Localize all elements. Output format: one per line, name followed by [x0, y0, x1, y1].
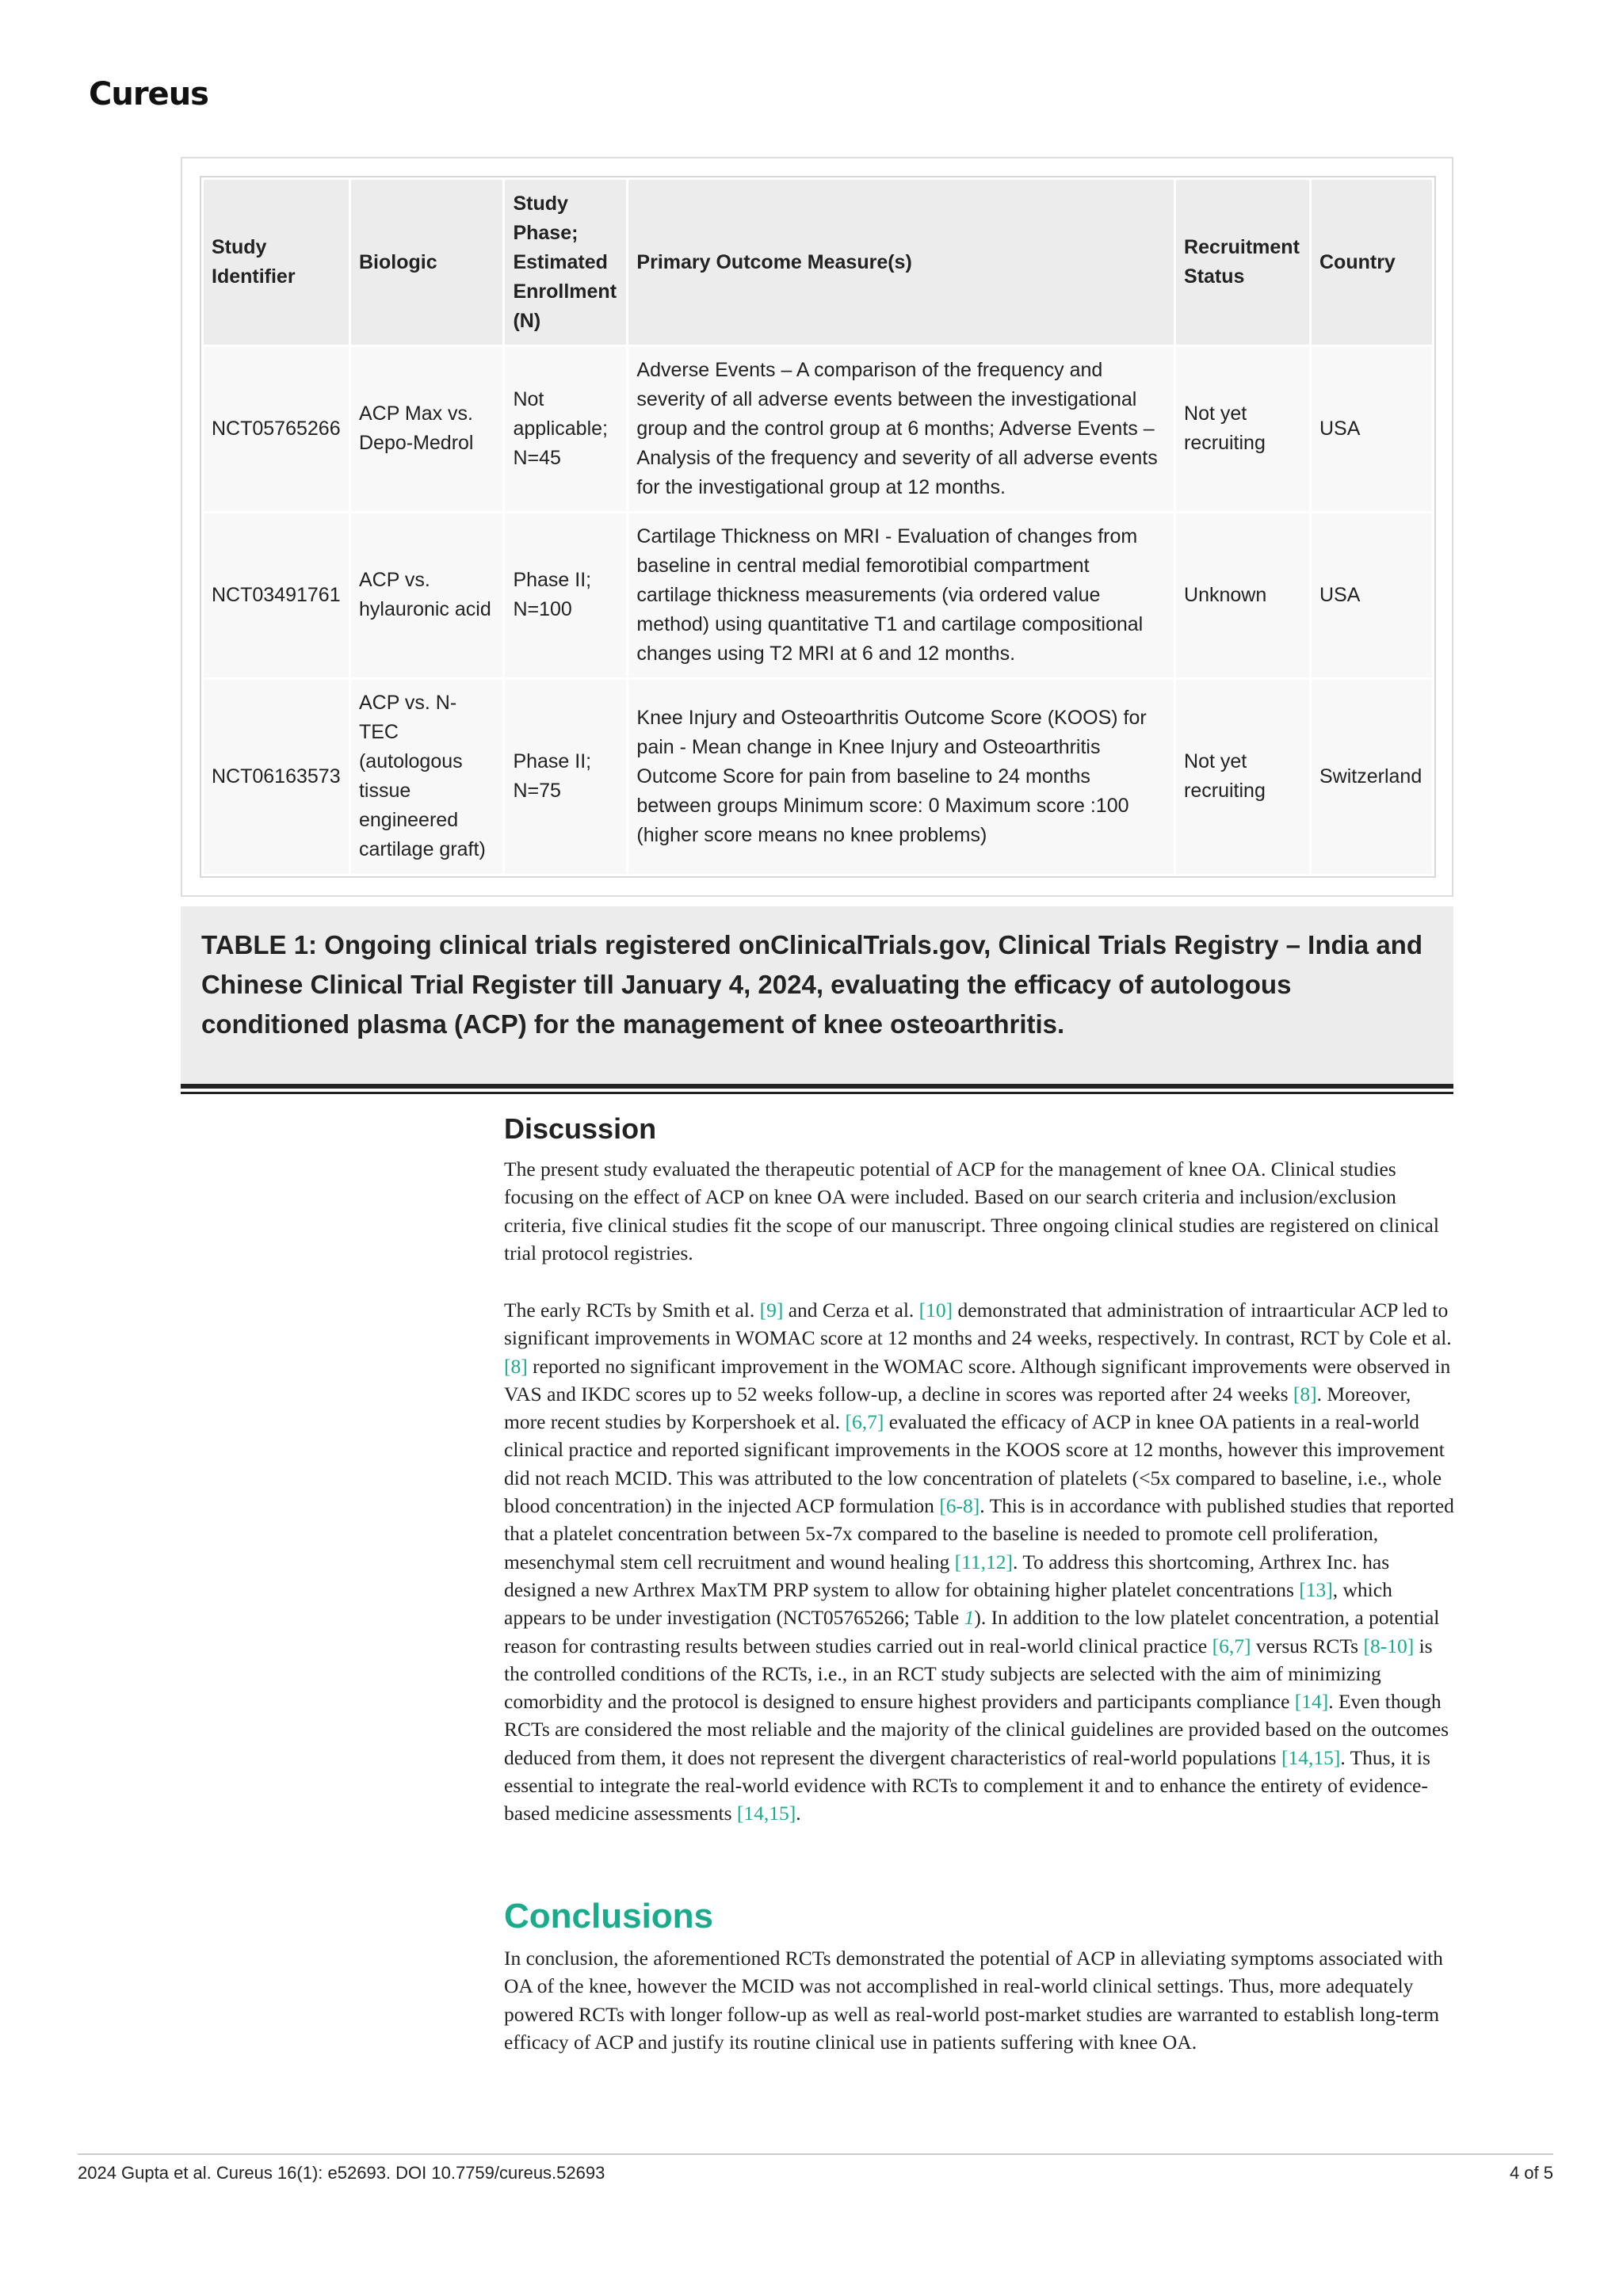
cell-phase: Not applicable; N=45: [505, 347, 626, 511]
cell-study-id: NCT06163573: [204, 680, 349, 874]
text-run: ). In addition to the low platelet concentration, a potential reason for contrasting results between studies carried out in real-world clinical practice: [504, 1606, 1440, 1657]
citation-link[interactable]: [8]: [504, 1354, 528, 1378]
footer-citation: 2024 Gupta et al. Cureus 16(1): e52693. DOI 10.7759/cureus.52693: [78, 2163, 605, 2183]
cell-biologic: ACP Max vs. Depo-Medrol: [351, 347, 502, 511]
citation-link[interactable]: [6-8]: [939, 1494, 980, 1518]
table-row: [204, 513, 1432, 677]
paragraph-text: [504, 1296, 1455, 1828]
caption-rule: [181, 1084, 1453, 1089]
header-study-phase: Study Phase; Estimated Enrollment (N): [505, 180, 626, 345]
cell-status: Not yet recruiting: [1176, 347, 1309, 511]
text-run: evaluated the efficacy of ACP in knee OA patients in a real-world clinical practice and reported significant improvements in the KOOS score at 12 months, however this improvement did not reach MCID. This was attributed to the low concentration of platelets (<5x compared to baseline, i.e., whole blood concentration) in the injected ACP formulation: [504, 1410, 1445, 1518]
text-run: . Thus, it is essential to integrate the real-world evidence with RCTs to complement it and to enhance the entirety of evidence-based medicine assessments: [504, 1745, 1430, 1825]
text-run: is the controlled conditions of the RCTs, i.e., in an RCT study subjects are selected with the aim of minimizing comorbidity and the protocol is designed to ensure highest providers and participants compliance: [504, 1634, 1433, 1714]
cell-country: USA: [1312, 347, 1432, 511]
table-frame: [181, 157, 1453, 897]
cell-study-id: NCT03491761: [204, 513, 349, 677]
header-study-identifier: Study Identifier: [204, 180, 349, 345]
text-run: versus RCTs: [1251, 1634, 1364, 1657]
citation-link[interactable]: [11,12]: [954, 1550, 1014, 1573]
text-run: reported no significant improvement in the WOMAC score. Although significant improvements were observed in VAS and IKDC scores up to 52 weeks follow-up, a decline in scores was reported after 24 weeks: [504, 1354, 1451, 1405]
text-run: and Cerza et al.: [783, 1299, 919, 1322]
footer-divider: [78, 2153, 1553, 2155]
discussion-paragraph-2: [504, 1296, 1455, 1828]
text-run: . Moreover, more recent studies by Korpershoek et al.: [504, 1382, 1411, 1434]
cell-phase: Phase II; N=75: [505, 680, 626, 874]
page-number: 4 of 5: [1509, 2163, 1553, 2183]
cell-status: Not yet recruiting: [1176, 680, 1309, 874]
header-biologic: Biologic: [351, 180, 502, 345]
citation-link[interactable]: [8]: [1293, 1382, 1317, 1405]
text-run: demonstrated that administration of intraarticular ACP led to significant improvements in WOMAC score at 12 months and 24 weeks, respectively. In contrast, RCT by Cole et al.: [504, 1299, 1452, 1350]
text-run: . To address this shortcoming, Arthrex Inc. has designed a new Arthrex MaxTM PRP system to allow for obtaining higher platelet concentrations: [504, 1550, 1390, 1601]
discussion-heading: Discussion: [504, 1112, 657, 1145]
citation-link[interactable]: [6,7]: [1212, 1634, 1251, 1657]
header-recruitment-status: Recruitment Status: [1176, 180, 1309, 345]
cell-outcome: Cartilage Thickness on MRI - Evaluation of changes from baseline in central medial femorotibial compartment cartilage thickness measurements (via ordered value method) using quantitative T1 and cartilage compositional changes using T2 MRI at 6 and 12 months.: [628, 513, 1174, 677]
cell-study-id: NCT05765266: [204, 347, 349, 511]
citation-link[interactable]: [14,15]: [1281, 1745, 1341, 1769]
text-run: . Even though RCTs are considered the most reliable and the majority of the clinical guidelines are provided based on the outcomes deduced from them, it does not represent the divergent characteristics of real-world populations: [504, 1690, 1449, 1769]
paragraph-text: In conclusion, the aforementioned RCTs demonstrated the potential of ACP in alleviating symptoms associated with OA of the knee, however the MCID was not accomplished in real-world clinical settings. Thus, more adequately powered RCTs with longer follow-up as well as real-world post-market studies are warranted to establish long-term efficacy of ACP and justify its routine clinical use in patients suffering with knee OA.: [504, 1947, 1443, 2054]
conclusions-heading: Conclusions: [504, 1897, 714, 1936]
cell-biologic: ACP vs. N-TEC (autologous tissue engineered cartilage graft): [351, 680, 502, 874]
cell-country: Switzerland: [1312, 680, 1432, 874]
text-run: . This is in accordance with published studies that reported that a platelet concentration between 5x-7x compared to the baseline is needed to promote cell proliferation, mesenchymal stem cell recruitment and wound healing: [504, 1494, 1454, 1573]
table-row: [204, 680, 1432, 874]
cell-status: Unknown: [1176, 513, 1309, 677]
cell-phase: Phase II; N=100: [505, 513, 626, 677]
citation-link[interactable]: [14]: [1294, 1690, 1329, 1714]
table-row: [204, 347, 1432, 511]
text-run: The early RCTs by Smith et al.: [504, 1299, 760, 1322]
header-primary-outcome: Primary Outcome Measure(s): [628, 180, 1174, 345]
citation-link[interactable]: [6,7]: [845, 1410, 884, 1434]
cell-outcome: Knee Injury and Osteoarthritis Outcome Score (KOOS) for pain - Mean change in Knee Injury and Osteoarthritis Outcome Score for pain from baseline to 24 months between groups Minimum score: 0 Maximum score :100 (higher score means no knee problems): [628, 680, 1174, 874]
caption-rule: [181, 1092, 1453, 1094]
citation-link[interactable]: [8-10]: [1363, 1634, 1415, 1657]
citation-link[interactable]: [14,15]: [736, 1802, 796, 1825]
table-caption: TABLE 1: Ongoing clinical trials registered onClinicalTrials.gov, Clinical Trials Registry – India and Chinese Clinical Trial Register till January 4, 2024, evaluating the efficacy of autologous conditioned plasma (ACP) for the management of knee osteoarthritis.: [201, 930, 1423, 1039]
text-run: , which appears to be under investigation (NCT05765266; Table: [504, 1577, 1392, 1630]
cell-outcome: Adverse Events – A comparison of the frequency and severity of all adverse events between the investigational group and the control group at 6 months; Adverse Events – Analysis of the frequency and severity of all adverse events for the investigational group at 12 months.: [628, 347, 1174, 511]
cell-country: USA: [1312, 513, 1432, 677]
table-caption-box: [181, 906, 1453, 1084]
cureus-logo: Cureus: [89, 76, 208, 113]
header-country: Country: [1312, 180, 1432, 345]
conclusions-paragraph: [504, 1944, 1455, 2056]
text-run: .: [796, 1802, 801, 1825]
table-header-row: [204, 180, 1432, 345]
citation-link[interactable]: [9]: [759, 1299, 784, 1322]
clinical-trials-table: [200, 176, 1436, 878]
paragraph-text: The present study evaluated the therapeutic potential of ACP for the management of knee OA. Clinical studies focusing on the effect of ACP on knee OA were included. Based on our search criteria and inclusion/exclusion criteria, five clinical studies fit the scope of our manuscript. Three ongoing clinical studies are registered on clinical trial protocol registries.: [504, 1158, 1439, 1264]
citation-link[interactable]: [10]: [918, 1299, 953, 1322]
table-link[interactable]: 1: [964, 1606, 975, 1630]
discussion-paragraph-1: [504, 1155, 1455, 1267]
citation-link[interactable]: [13]: [1299, 1577, 1333, 1601]
cell-biologic: ACP vs. hylauronic acid: [351, 513, 502, 677]
